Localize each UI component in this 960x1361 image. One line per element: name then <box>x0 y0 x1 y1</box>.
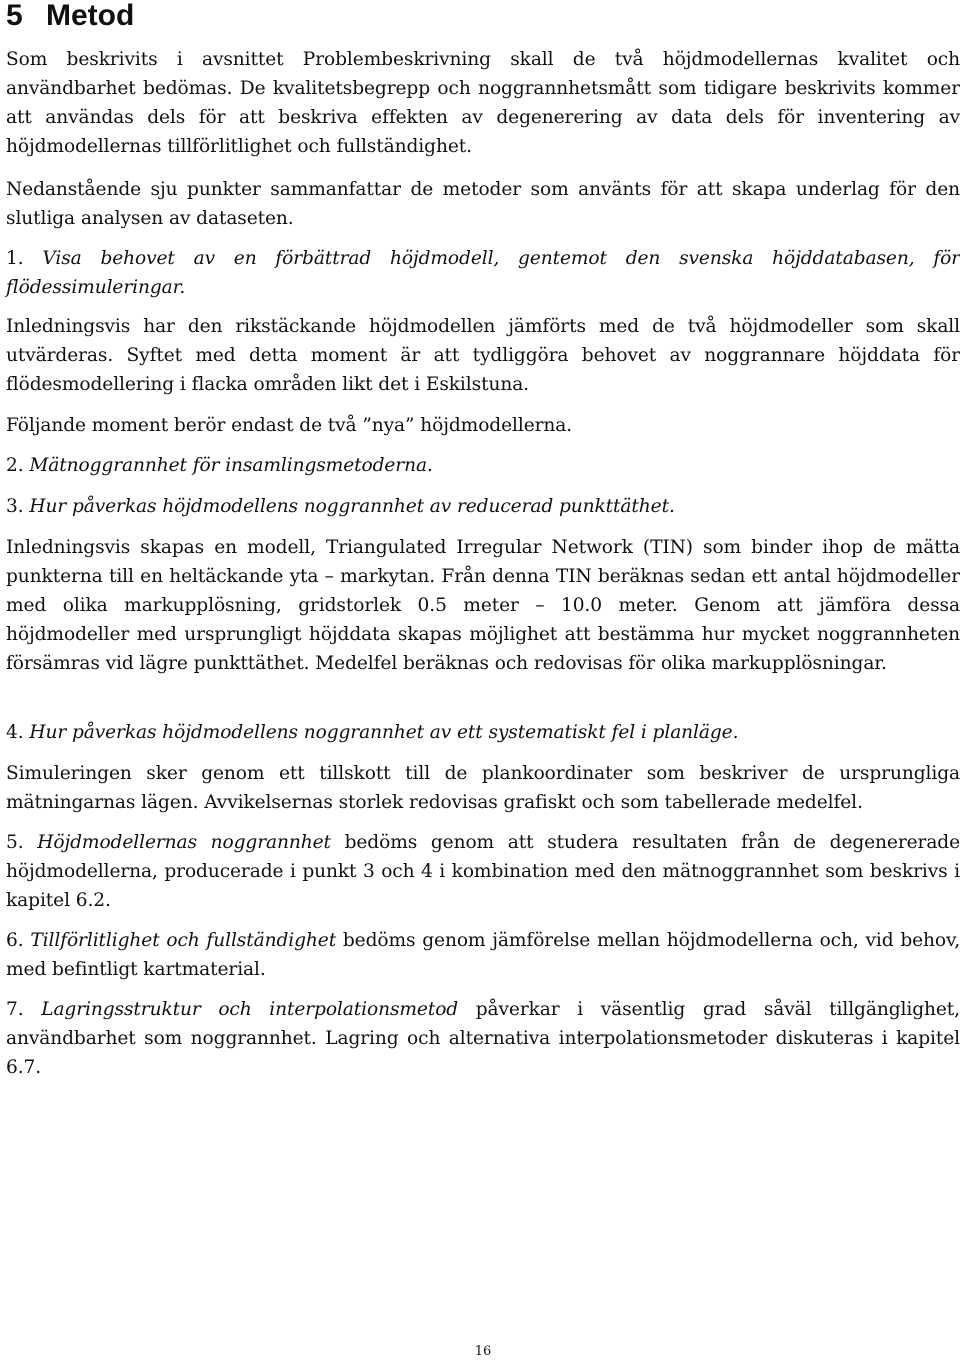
list-item-body: bedöms genom jämförelse mellan höjdmodellerna och, vid behov, med befintligt kartmaterial. <box>6 930 960 980</box>
list-item-title: Tillförlitlighet och fullständighet <box>30 930 337 951</box>
list-item-5 <box>6 828 960 915</box>
list-item-number: 3. <box>6 496 24 517</box>
list-item-1 <box>6 244 960 302</box>
item-3-paragraph-1: Inledningsvis skapas en modell, Triangulated Irregular Network (TIN) som binder ihop de mätta punkterna till en heltäckande yta – markytan. Från denna TIN beräknas sedan ett antal höjdmodeller med olika markupplösning, gridstorlek 0.5 meter – 10.0 meter. Genom att jämföra dessa höjdmodeller med ursprungligt höjddata skapas möjlighet att bestämma hur mycket noggrannheten försämras vid lägre punkttäthet. Medelfel beräknas och redovisas för olika markupplösningar. <box>6 537 960 674</box>
list-item-number: 2. <box>6 455 24 476</box>
list-item-title: Hur påverkas höjdmodellens noggrannhet av ett systematiskt fel i planläge. <box>29 722 739 743</box>
item-1-paragraph-2: Följande moment berör endast de två ”nya” höjdmodellerna. <box>6 415 573 436</box>
list-item-body: bedöms genom att studera resultaten från de degenererade höjdmodellerna, producerade i punkt 3 och 4 i kombination med den mätnoggrannhet som beskrivs i kapitel 6.2. <box>6 832 960 911</box>
item-4-paragraph-1: Simuleringen sker genom ett tillskott till de plankoordinater som beskriver de ursprungliga mätningarnas lägen. Avvikelsernas storlek redovisas grafiskt och som tabellerade medelfel. <box>6 763 960 813</box>
list-item-6 <box>6 926 960 984</box>
list-item-body: påverkar i väsentlig grad såväl tillgänglighet, användbarhet som noggrannhet. Lagring och alternativa interpolationsmetoder diskuteras i kapitel 6.7. <box>6 999 960 1078</box>
section-number: 5 <box>6 0 23 32</box>
intro-paragraph-1: Som beskrivits i avsnittet Problembeskrivning skall de två höjdmodellernas kvalitet och användbarhet bedömas. De kvalitetsbegrepp och noggrannhetsmått som tidigare beskrivits kommer att användas dels för att beskriva effekten av degenerering av data dels för inventering av höjdmodellernas tillförlitlighet och fullständighet. <box>6 49 960 157</box>
document-page <box>6 0 960 1361</box>
list-item-7 <box>6 995 960 1082</box>
list-item-number: 1. <box>6 248 24 269</box>
list-item-title: Mätnoggrannhet för insamlingsmetoderna. <box>29 455 433 476</box>
list-item-number: 7. <box>6 999 24 1020</box>
list-item-2 <box>6 451 960 480</box>
list-item-title: Hur påverkas höjdmodellens noggrannhet av reducerad punkttäthet. <box>29 496 675 517</box>
page-number: 16 <box>474 1344 492 1359</box>
list-item-title: Höjdmodellernas noggrannhet <box>37 832 331 853</box>
list-item-title: Visa behovet av en förbättrad höjdmodell, gentemot den svenska höjddatabasen, för flödessimuleringar. <box>6 248 960 298</box>
list-item-number: 6. <box>6 930 24 951</box>
list-item-3 <box>6 492 960 521</box>
intro-paragraph-2: Nedanstående sju punkter sammanfattar de metoder som använts för att skapa underlag för den slutliga analysen av dataseten. <box>6 179 960 229</box>
list-item-number: 5. <box>6 832 24 853</box>
list-item-4 <box>6 718 960 747</box>
item-1-paragraph-1: Inledningsvis har den rikstäckande höjdmodellen jämförts med de två höjdmodeller som skall utvärderas. Syftet med detta moment är att tydliggöra behovet av noggrannare höjddata för flödesmodellering i flacka områden likt det i Eskilstuna. <box>6 316 960 395</box>
list-item-number: 4. <box>6 722 24 743</box>
section-heading <box>6 0 134 34</box>
section-title: Metod <box>46 0 135 32</box>
list-item-title: Lagringsstruktur och interpolationsmetod <box>41 999 459 1020</box>
